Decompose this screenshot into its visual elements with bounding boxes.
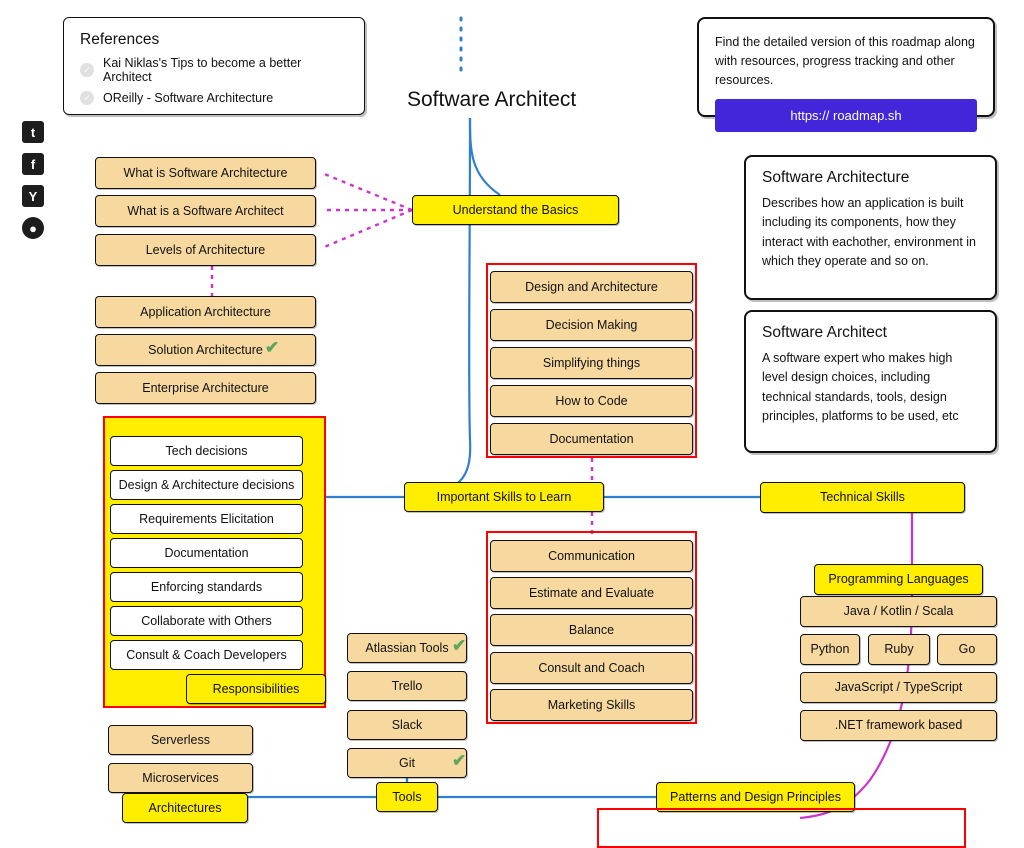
node-slack[interactable]: Slack: [347, 710, 467, 740]
patterns-group: [597, 808, 966, 848]
info-panel-title: Software Architecture: [762, 169, 910, 186]
reference-item[interactable]: [80, 56, 348, 84]
cta-panel: [697, 17, 995, 124]
node-patterns-and-design-principles[interactable]: Patterns and Design Principles: [656, 782, 855, 812]
node-requirements-elicitation[interactable]: Requirements Elicitation: [110, 504, 303, 534]
reference-item[interactable]: [80, 91, 348, 105]
node-how-to-code[interactable]: How to Code: [490, 385, 693, 417]
page-title: Software Architect: [407, 88, 577, 111]
node-marketing-skills[interactable]: Marketing Skills: [490, 689, 693, 721]
node-communication[interactable]: Communication: [490, 540, 693, 572]
node-responsibilities-label[interactable]: Responsibilities: [186, 674, 326, 704]
node-technical-skills[interactable]: Technical Skills: [760, 482, 965, 513]
node-architectures-label[interactable]: Architectures: [122, 793, 248, 823]
node-go[interactable]: Go: [937, 634, 997, 665]
node-decision-making[interactable]: Decision Making: [490, 309, 693, 341]
node-python[interactable]: Python: [800, 634, 860, 665]
check-icon: ✓: [80, 91, 94, 105]
info-panel-body: A software expert who makes high level design choices, including technical standards, tools, design principles, platforms to be used, etc: [762, 351, 959, 424]
check-icon: ✔: [452, 636, 467, 655]
node-solution-architecture[interactable]: Solution Architecture: [95, 334, 316, 366]
node-what-is-a-software-architect[interactable]: What is a Software Architect: [95, 195, 316, 227]
reddit-icon[interactable]: ●: [22, 217, 44, 239]
node-tools-label[interactable]: Tools: [376, 782, 438, 812]
info-panel-title: Software Architect: [762, 324, 887, 341]
reference-label: Kai Niklas's Tips to become a better Architect: [103, 56, 302, 84]
node-balance[interactable]: Balance: [490, 614, 693, 646]
node-understand-the-basics[interactable]: Understand the Basics: [412, 195, 619, 225]
node-collaborate-with-others[interactable]: Collaborate with Others: [110, 606, 303, 636]
node-trello[interactable]: Trello: [347, 671, 467, 701]
node-estimate-and-evaluate[interactable]: Estimate and Evaluate: [490, 577, 693, 609]
node-enforcing-standards[interactable]: Enforcing standards: [110, 572, 303, 602]
check-icon: ✔: [265, 338, 280, 357]
node-consult-coach-developers[interactable]: Consult & Coach Developers: [110, 640, 303, 670]
twitter-icon[interactable]: t: [22, 121, 44, 143]
info-panel-software-architect: [744, 310, 997, 453]
node-atlassian-tools[interactable]: Atlassian Tools: [347, 633, 467, 663]
info-panel-software-architecture: [744, 155, 997, 300]
node-design-architecture-decisions[interactable]: Design & Architecture decisions: [110, 470, 303, 500]
node-documentation-skill[interactable]: Documentation: [490, 423, 693, 455]
node-programming-languages[interactable]: Programming Languages: [814, 564, 983, 595]
references-panel: [63, 17, 365, 115]
roadmap-link-button[interactable]: https:// roadmap.sh: [715, 99, 977, 132]
node-git[interactable]: Git: [347, 748, 467, 778]
references-heading: References: [80, 31, 160, 48]
facebook-icon[interactable]: f: [22, 153, 44, 175]
cta-text: Find the detailed version of this roadmap along with resources, progress tracking and other resources.: [715, 35, 975, 87]
node-simplifying-things[interactable]: Simplifying things: [490, 347, 693, 379]
node-application-architecture[interactable]: Application Architecture: [95, 296, 316, 328]
hackernews-icon[interactable]: Y: [22, 185, 44, 207]
node-microservices[interactable]: Microservices: [108, 763, 253, 793]
node-consult-and-coach[interactable]: Consult and Coach: [490, 652, 693, 684]
node-important-skills-to-learn[interactable]: Important Skills to Learn: [404, 482, 604, 512]
node-enterprise-architecture[interactable]: Enterprise Architecture: [95, 372, 316, 404]
check-icon: ✓: [80, 63, 94, 77]
check-icon: ✔: [452, 751, 467, 770]
references-list: [80, 56, 348, 105]
node-java-kotlin-scala[interactable]: Java / Kotlin / Scala: [800, 596, 997, 627]
node-ruby[interactable]: Ruby: [868, 634, 930, 665]
node-dotnet-framework-based[interactable]: .NET framework based: [800, 710, 997, 741]
node-documentation-responsibility[interactable]: Documentation: [110, 538, 303, 568]
reference-label: OReilly - Software Architecture: [103, 91, 274, 105]
info-panel-body: Describes how an application is built including its components, how they interact with eachother, environment in which they operate and so on.: [762, 196, 977, 269]
node-design-and-architecture[interactable]: Design and Architecture: [490, 271, 693, 303]
node-tech-decisions[interactable]: Tech decisions: [110, 436, 303, 466]
node-serverless[interactable]: Serverless: [108, 725, 253, 755]
node-what-is-software-architecture[interactable]: What is Software Architecture: [95, 157, 316, 189]
node-javascript-typescript[interactable]: JavaScript / TypeScript: [800, 672, 997, 703]
node-levels-of-architecture[interactable]: Levels of Architecture: [95, 234, 316, 266]
